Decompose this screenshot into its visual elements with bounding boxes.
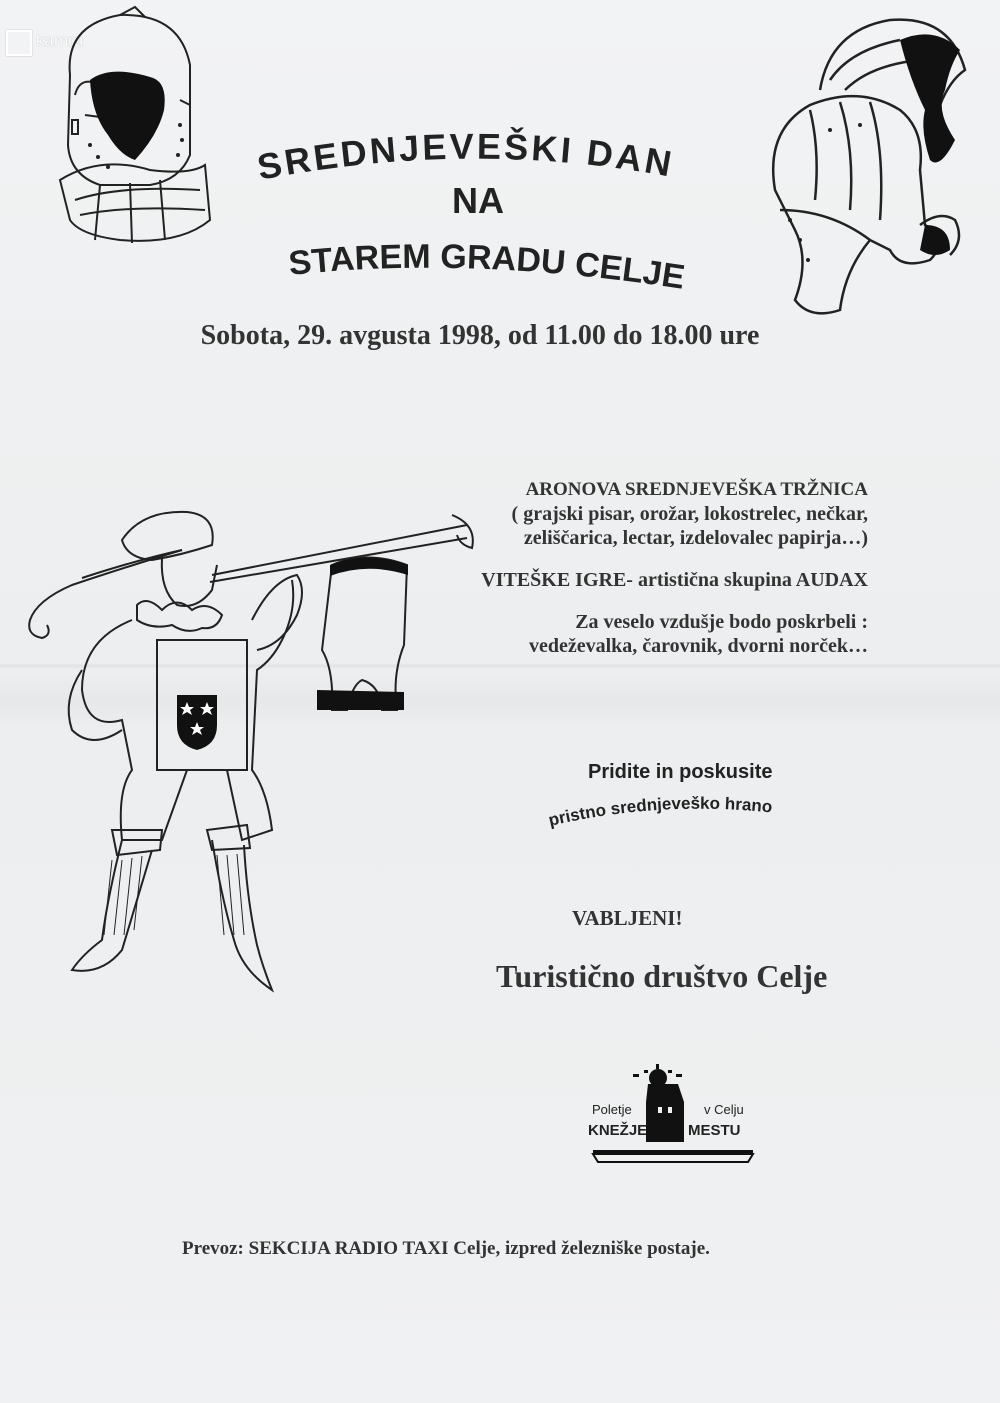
food-slogan bbox=[540, 748, 850, 838]
fun-line-1: Za veselo vzdušje bodo poskrbeli : bbox=[575, 611, 868, 633]
poster-title bbox=[230, 125, 750, 325]
title-line-2: NA bbox=[452, 180, 504, 221]
program-list bbox=[440, 478, 868, 658]
herald-trumpeter-illustration bbox=[12, 470, 482, 1015]
title-line-1: SREDNJEVEŠKI DAN bbox=[254, 125, 678, 188]
watermark-icon bbox=[6, 30, 32, 56]
knezje-mesto-logo bbox=[588, 1062, 758, 1167]
organizer: Turistično društvo Celje bbox=[496, 958, 828, 994]
market-title: ARONOVA SREDNJEVEŠKA TRŽNICA bbox=[525, 479, 868, 500]
knight-games: VITEŠKE IGRE- artistična skupina AUDAX bbox=[481, 569, 868, 591]
logo-text-top-left: Poletje bbox=[592, 1102, 632, 1117]
welcome-text: VABLJENI! bbox=[572, 906, 683, 930]
market-line-2: zeliščarica, lectar, izdelovalec papirja…) bbox=[523, 527, 868, 549]
fun-line-2: vedeževalka, čarovnik, dvorni norček… bbox=[528, 635, 868, 657]
title-line-3: STAREM GRADU CELJE bbox=[286, 237, 688, 297]
logo-text-bottom-right: MESTU bbox=[688, 1122, 741, 1139]
transport-info: Prevoz: SEKCIJA RADIO TAXI Celje, izpred železniške postaje. bbox=[182, 1238, 710, 1259]
plumed-helmet-icon bbox=[750, 10, 980, 335]
logo-text-top-right: v Celju bbox=[704, 1102, 744, 1117]
logo-text-bottom-left: KNEŽJE bbox=[588, 1122, 648, 1139]
event-date: Sobota, 29. avgusta 1998, od 11.00 do 18.00 ure bbox=[200, 320, 760, 351]
knight-helmet-icon bbox=[40, 5, 220, 250]
food-line-2: pristno srednjeveško hrano bbox=[546, 793, 774, 830]
food-line-1: Pridite in poskusite bbox=[588, 761, 773, 783]
market-line-1: ( grajski pisar, orožar, lokostrelec, nečkar, bbox=[511, 503, 868, 525]
watermark: kamra bbox=[36, 31, 84, 50]
